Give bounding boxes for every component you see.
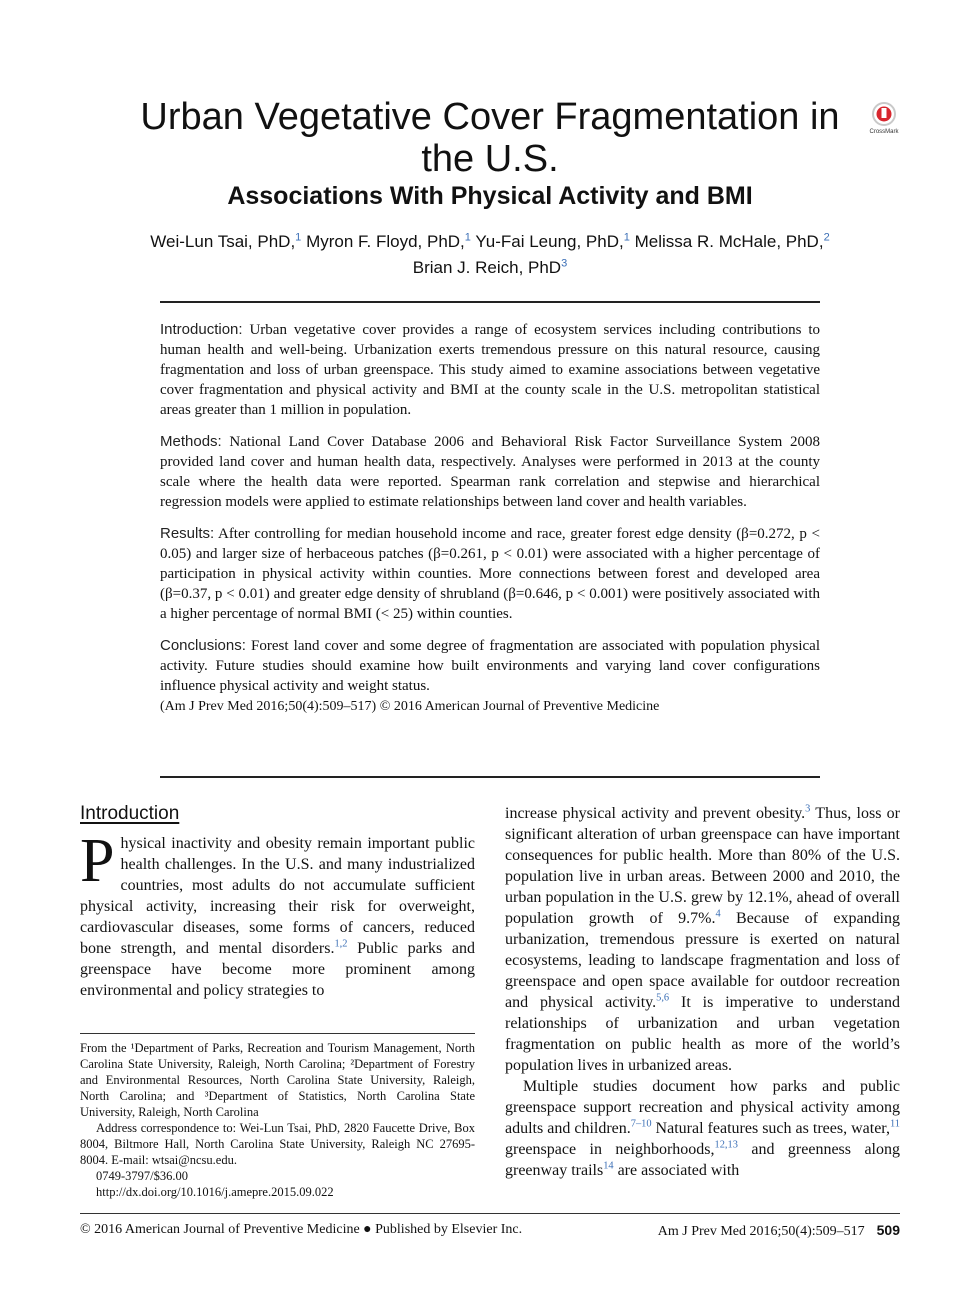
body-text: It is imperative to understand relationships of urbanization and urban vegetation fragmentation on public health as more of the world’s population lives in urbanized areas. [505,994,900,1074]
body-text: Because of expanding urbanization, tremendous pressure is exerted on natural ecosystems, leading to landscape fragmentation and loss of greenspace and open space available for outdoor recreation and physical activity. [505,910,901,1011]
body-paragraph [505,1076,900,1181]
abstract-results [160,524,820,624]
body-paragraph [505,803,900,1076]
body-text: Natural features such as trees, water, [651,1120,890,1137]
affiliation-footnote [80,1040,475,1200]
author-name: Melissa R. McHale, PhD, [634,232,824,251]
issn-text: 0749-3797/$36.00 [96,1169,189,1183]
reference-link[interactable]: 11 [889,1118,900,1130]
footer-journal: Am J Prev Med 2016;50(4):509–517 [657,1224,865,1239]
crossmark-logo[interactable] [866,100,902,136]
abstract-text: Urban vegetative cover provides a range of ecosystem services including contributions to human health and well-being. Urbanization exerts tremendous pressure on this natural resource, causing fragmentation and loss of urban greenspace. This study aimed to examine associations between vegetative cover fragmentation and physical activity and BMI at the county scale in the U.S. metropolitan statistical areas greater than 1 million in population. [160,322,820,418]
reference-link[interactable]: 1,2 [334,938,348,950]
author-name: Wei-Lun Tsai, PhD, [150,232,296,251]
body-paragraph [80,827,475,1001]
crossmark-icon [866,100,902,136]
body-text: Thus, loss or significant alteration of urban greenspace can have important consequences for public health. More than 80% of the U.S. population live in urban areas. Between 2000 and 2010, the urban population in the U.S. grew by 12.1%, ahead of overall population growth of 9.7%. [505,805,901,927]
section-heading-introduction: Introduction [80,803,180,824]
author-affil-ref[interactable]: 1 [295,231,302,244]
body-text: greenspace in neighborhoods, [505,1141,715,1158]
article-subtitle: Associations With Physical Activity and BMI [227,182,753,210]
abstract-bottom-rule [160,776,820,778]
author-affil-ref[interactable]: 1 [464,231,471,244]
body-text: and greenness along greenway trails [505,1141,900,1179]
crossmark-text: CrossMark [869,129,899,135]
abstract-box [160,320,820,716]
abstract-label: Introduction: [160,321,243,338]
body-text: increase physical activity and prevent obesity. [505,805,806,822]
page-number: 509 [876,1222,900,1238]
author-affil-ref[interactable]: 3 [561,257,568,270]
abstract-top-rule [160,301,820,303]
reference-link[interactable]: 3 [805,803,811,815]
abstract-text: Forest land cover and some degree of fragmentation are associated with population physical activity. Future studies should examine how built environments and varying land cover configurations influence physical activity and weight status. [160,638,820,694]
abstract-conclusions [160,636,820,696]
author-name: Brian J. Reich, PhD [412,258,562,277]
footer-journal-info [658,1222,900,1240]
reference-link[interactable]: 14 [603,1160,614,1172]
author-affil-ref[interactable]: 1 [623,231,630,244]
abstract-text: National Land Cover Database 2006 and Behavioral Risk Factor Surveillance System 2008 provided land cover and human health data, respectively. Analyses were performed in 2013 at the county scale where the health data were reported. Spearman rank correlation and stepwise and hierarchical regression models were applied to estimate relationships between land cover and health variables. [160,434,820,510]
abstract-label: Conclusions: [160,637,246,654]
body-text: Public parks and greenspace have become more prominent among environmental and policy strategies to [80,940,475,999]
doi-link[interactable]: http://dx.doi.org/10.1016/j.amepre.2015.09.022 [96,1185,334,1199]
reference-link[interactable]: 4 [715,908,721,920]
author-list [90,229,890,281]
abstract-label: Methods: [160,433,222,450]
article-title: Urban Vegetative Cover Fragmentation in the U.S. [140,96,840,180]
right-column [505,803,900,1181]
affiliation-text: From the ¹Department of Parks, Recreation and Tourism Management, North Carolina State University, Raleigh, North Carolina; ²Department of Forestry and Environmental Resources, North Carolina State University, Raleigh, North Carolina; and ³Department of Statistics, North Carolina State University, Raleigh, North Carolina [80,1041,475,1119]
footer-copyright: © 2016 American Journal of Preventive Medicine ● Published by Elsevier Inc. [80,1222,523,1237]
footnote-rule [80,1033,475,1034]
abstract-methods [160,432,820,512]
drop-cap: P [80,827,115,895]
body-text: are associated with [613,1162,740,1179]
reference-link[interactable]: 5,6 [656,992,670,1004]
abstract-text: After controlling for median household income and race, greater forest edge density (β=0.272, p < 0.05) and larger size of herbaceous patches (β=0.261, p < 0.01) were associated with a higher percentage of participation in physical activity within counties. More connections between forest and developed area (β=0.37, p < 0.01) and greater edge density of shrubland (β=0.646, p < 0.001) were positively associated with a higher percentage of normal BMI (< 25) within counties. [160,526,820,622]
author-name: Myron F. Floyd, PhD, [306,232,465,251]
abstract-introduction [160,320,820,420]
author-affil-ref[interactable]: 2 [823,231,830,244]
abstract-citation: (Am J Prev Med 2016;50(4):509–517) © 2016 American Journal of Preventive Medicine [160,699,660,714]
footer-rule [80,1213,900,1214]
body-text: Multiple studies document how parks and public greenspace support recreation and physical activity among adults and children. [505,1078,900,1137]
author-name: Yu-Fai Leung, PhD, [475,232,624,251]
reference-link[interactable]: 7–10 [630,1118,652,1130]
reference-link[interactable]: 12,13 [714,1139,738,1151]
left-column [80,803,475,1001]
body-text: hysical inactivity and obesity remain important public health challenges. In the U.S. and many industrialized countries, most adults do not accumulate sufficient physical activity, increasing their risk for overweight, cardiovascular diseases, some forms of cancers, reduced bone strength, and mental disorders. [80,835,475,957]
correspondence-text: Address correspondence to: Wei-Lun Tsai, PhD, 2820 Faucette Drive, Box 8004, Biltmore Hall, North Carolina State University, Raleigh NC 27695-8004. E-mail: wtsai@ncsu.edu. [80,1121,475,1167]
abstract-label: Results: [160,525,215,542]
